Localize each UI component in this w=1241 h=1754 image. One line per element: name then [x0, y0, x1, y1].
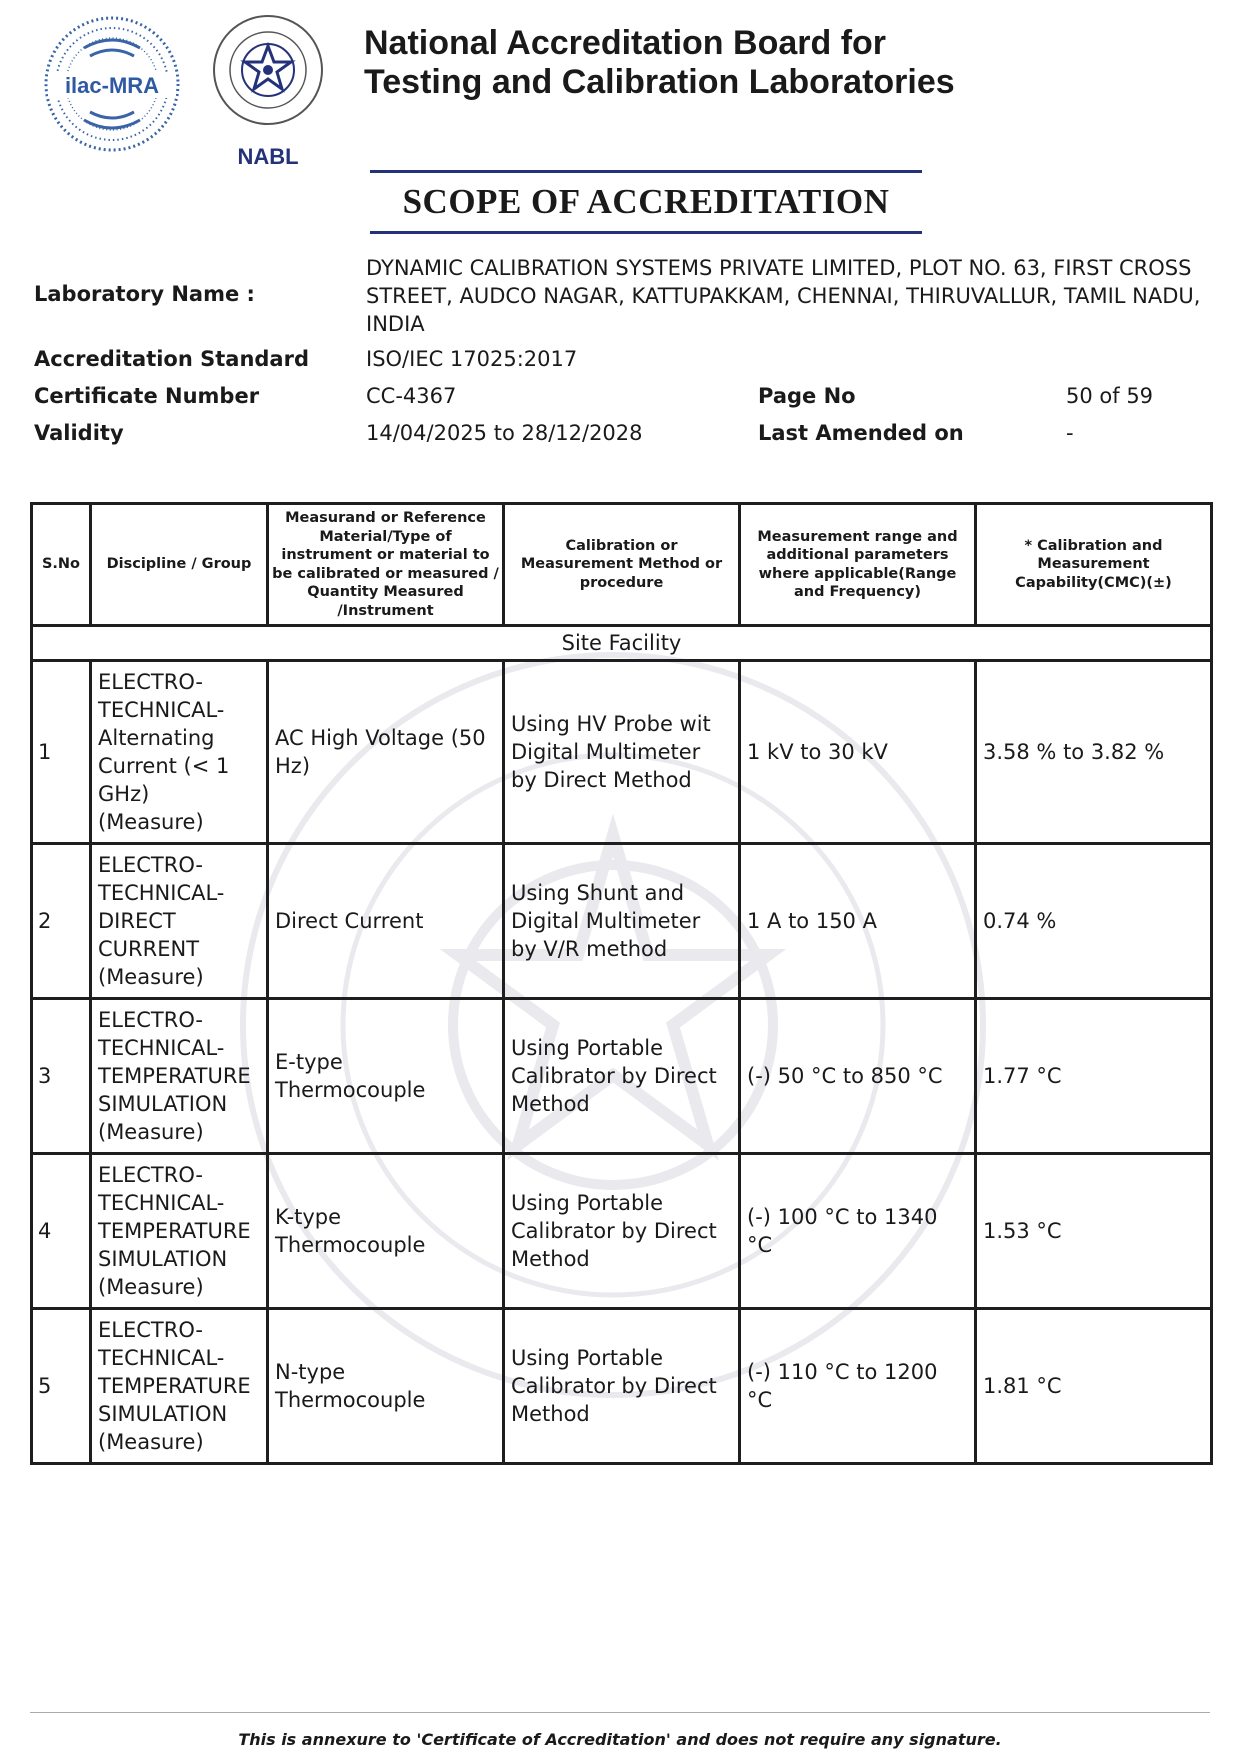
table-row — [32, 1154, 1212, 1309]
column-header-discipline: Discipline / Group — [91, 504, 268, 626]
validity-value: 14/04/2025 to 28/12/2028 — [366, 421, 643, 445]
lab-name-line2: STREET, AUDCO NAGAR, KATTUPAKKAM, CHENNAI, THIRUVALLUR, TAMIL NADU, — [366, 284, 1201, 308]
table-header-row — [32, 504, 1212, 626]
table-row — [32, 661, 1212, 844]
board-name-line2: Testing and Calibration Laboratories — [364, 63, 955, 101]
cell-measurand: K-type Thermocouple — [268, 1154, 504, 1309]
cell-discipline: ELECTRO-TECHNICAL-TEMPERATURE SIMULATION (Measure) — [91, 1309, 268, 1464]
column-header-method: Calibration or Measurement Method or procedure — [504, 504, 740, 626]
cell-sno: 3 — [32, 999, 91, 1154]
amended-value: - — [1066, 421, 1074, 445]
cell-cmc: 1.53 °C — [976, 1154, 1212, 1309]
cell-method: Using Portable Calibrator by Direct Method — [504, 999, 740, 1154]
cell-method: Using HV Probe wit Digital Multimeter by Direct Method — [504, 661, 740, 844]
cell-cmc: 1.77 °C — [976, 999, 1212, 1154]
cell-measurand: E-type Thermocouple — [268, 999, 504, 1154]
board-name-line1: National Accreditation Board for — [364, 24, 887, 62]
nabl-logo — [208, 12, 328, 172]
certificate-value: CC-4367 — [366, 384, 457, 408]
cell-cmc: 1.81 °C — [976, 1309, 1212, 1464]
lab-name-line3: INDIA — [366, 312, 425, 336]
cell-discipline: ELECTRO-TECHNICAL-TEMPERATURE SIMULATION (Measure) — [91, 999, 268, 1154]
table-row — [32, 844, 1212, 999]
page-value: 50 of 59 — [1066, 384, 1154, 408]
standard-value: ISO/IEC 17025:2017 — [366, 347, 578, 371]
lab-name-line1: DYNAMIC CALIBRATION SYSTEMS PRIVATE LIMITED, PLOT NO. 63, FIRST CROSS — [366, 256, 1192, 280]
cell-cmc: 3.58 % to 3.82 % — [976, 661, 1212, 844]
cell-method: Using Portable Calibrator by Direct Method — [504, 1309, 740, 1464]
cell-method: Using Shunt and Digital Multimeter by V/R method — [504, 844, 740, 999]
cell-measurand: AC High Voltage (50 Hz) — [268, 661, 504, 844]
document-title-box — [370, 170, 922, 234]
footer-divider — [30, 1712, 1210, 1713]
table-row — [32, 999, 1212, 1154]
lab-name-label: Laboratory Name : — [34, 282, 255, 306]
certificate-label: Certificate Number — [34, 384, 260, 408]
cell-range: (-) 110 °C to 1200 °C — [740, 1309, 976, 1464]
standard-label: Accreditation Standard — [34, 347, 309, 371]
validity-label: Validity — [34, 421, 124, 445]
column-header-cmc: * Calibration and Measurement Capability(CMC)(±) — [976, 504, 1212, 626]
cell-cmc: 0.74 % — [976, 844, 1212, 999]
cell-method: Using Portable Calibrator by Direct Method — [504, 1154, 740, 1309]
scope-table — [30, 502, 1213, 1465]
table-row — [32, 1309, 1212, 1464]
footer-note: This is annexure to 'Certificate of Accreditation' and does not require any signature. — [238, 1730, 1002, 1749]
cell-range: (-) 50 °C to 850 °C — [740, 999, 976, 1154]
ilac-mra-logo — [40, 12, 184, 156]
lab-name-value — [366, 254, 1206, 338]
column-header-sno: S.No — [32, 504, 91, 626]
cell-range: (-) 100 °C to 1340 °C — [740, 1154, 976, 1309]
cell-sno: 4 — [32, 1154, 91, 1309]
cell-discipline: ELECTRO-TECHNICAL-TEMPERATURE SIMULATION (Measure) — [91, 1154, 268, 1309]
section-title: Site Facility — [32, 626, 1212, 661]
nabl-logo-text: NABL — [237, 144, 299, 169]
cell-measurand: N-type Thermocouple — [268, 1309, 504, 1464]
cell-discipline: ELECTRO-TECHNICAL-DIRECT CURRENT (Measure) — [91, 844, 268, 999]
board-name — [364, 24, 984, 102]
cell-sno: 5 — [32, 1309, 91, 1464]
cell-discipline: ELECTRO-TECHNICAL-Alternating Current (< 1 GHz) (Measure) — [91, 661, 268, 844]
amended-label: Last Amended on — [758, 421, 964, 445]
document-title: SCOPE OF ACCREDITATION — [402, 182, 890, 221]
cell-sno: 2 — [32, 844, 91, 999]
section-row — [32, 626, 1212, 661]
page-label: Page No — [758, 384, 856, 408]
cell-sno: 1 — [32, 661, 91, 844]
cell-measurand: Direct Current — [268, 844, 504, 999]
cell-range: 1 kV to 30 kV — [740, 661, 976, 844]
column-header-range: Measurement range and additional parameters where applicable(Range and Frequency) — [740, 504, 976, 626]
column-header-measurand: Measurand or Reference Material/Type of instrument or material to be calibrated or measured / Quantity Measured /Instrument — [268, 504, 504, 626]
cell-range: 1 A to 150 A — [740, 844, 976, 999]
ilac-mra-logo-text: ilac-MRA — [64, 73, 160, 98]
